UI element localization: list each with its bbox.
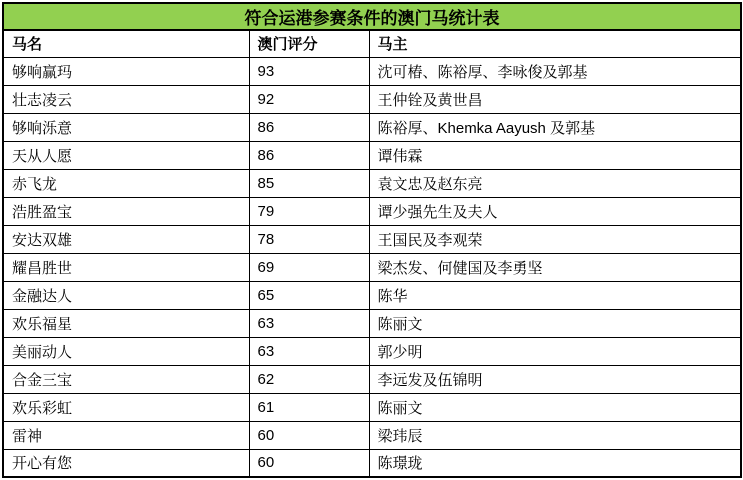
macau-horse-stat-table [2,2,742,478]
macau-rating-cell: 62 [249,365,369,393]
horse-name-cell: 够响泺意 [3,113,249,141]
horse-name-cell: 雷神 [3,421,249,449]
macau-rating-cell: 93 [249,57,369,85]
column-header-horse-name: 马名 [3,30,249,57]
table-row [3,281,741,309]
owner-cell: 梁杰发、何健国及李勇坚 [369,253,741,281]
macau-rating-cell: 61 [249,393,369,421]
macau-rating-cell: 85 [249,169,369,197]
table-title-row [3,3,741,30]
horse-name-cell: 壮志凌云 [3,85,249,113]
table-row [3,225,741,253]
owner-cell: 陈华 [369,281,741,309]
macau-rating-cell: 60 [249,449,369,477]
owner-cell: 谭少强先生及夫人 [369,197,741,225]
horse-name-cell: 够响赢玛 [3,57,249,85]
table-body [3,57,741,477]
macau-rating-cell: 92 [249,85,369,113]
macau-rating-cell: 86 [249,113,369,141]
table-row [3,309,741,337]
owner-cell: 陈璟珑 [369,449,741,477]
owner-cell: 谭伟霖 [369,141,741,169]
macau-rating-cell: 69 [249,253,369,281]
owner-cell: 王国民及李观荣 [369,225,741,253]
table-row [3,113,741,141]
horse-name-cell: 合金三宝 [3,365,249,393]
table-title: 符合运港参赛条件的澳门马统计表 [3,3,741,30]
macau-rating-cell: 63 [249,337,369,365]
column-header-macau-rating: 澳门评分 [249,30,369,57]
table-row [3,253,741,281]
table-row [3,365,741,393]
owner-cell: 王仲铨及黄世昌 [369,85,741,113]
table-row [3,449,741,477]
table-header-row [3,30,741,57]
macau-rating-cell: 60 [249,421,369,449]
macau-rating-cell: 65 [249,281,369,309]
table-row [3,421,741,449]
macau-rating-cell: 63 [249,309,369,337]
horse-name-cell: 金融达人 [3,281,249,309]
owner-cell: 陈裕厚、Khemka Aayush 及郭基 [369,113,741,141]
horse-name-cell: 安达双雄 [3,225,249,253]
table-row [3,197,741,225]
horse-name-cell: 美丽动人 [3,337,249,365]
table-row [3,393,741,421]
horse-name-cell: 开心有您 [3,449,249,477]
owner-cell: 袁文忠及赵东亮 [369,169,741,197]
table-row [3,57,741,85]
owner-cell: 梁玮辰 [369,421,741,449]
horse-name-cell: 天从人愿 [3,141,249,169]
table-row [3,337,741,365]
owner-cell: 沈可椿、陈裕厚、李咏俊及郭基 [369,57,741,85]
horse-name-cell: 浩胜盈宝 [3,197,249,225]
table-row [3,141,741,169]
owner-cell: 李远发及伍锦明 [369,365,741,393]
owner-cell: 郭少明 [369,337,741,365]
owner-cell: 陈丽文 [369,393,741,421]
column-header-owner: 马主 [369,30,741,57]
horse-name-cell: 赤飞龙 [3,169,249,197]
macau-rating-cell: 79 [249,197,369,225]
horse-name-cell: 欢乐福星 [3,309,249,337]
macau-rating-cell: 78 [249,225,369,253]
owner-cell: 陈丽文 [369,309,741,337]
macau-rating-cell: 86 [249,141,369,169]
horse-name-cell: 耀昌胜世 [3,253,249,281]
table-row [3,85,741,113]
table-row [3,169,741,197]
horse-name-cell: 欢乐彩虹 [3,393,249,421]
